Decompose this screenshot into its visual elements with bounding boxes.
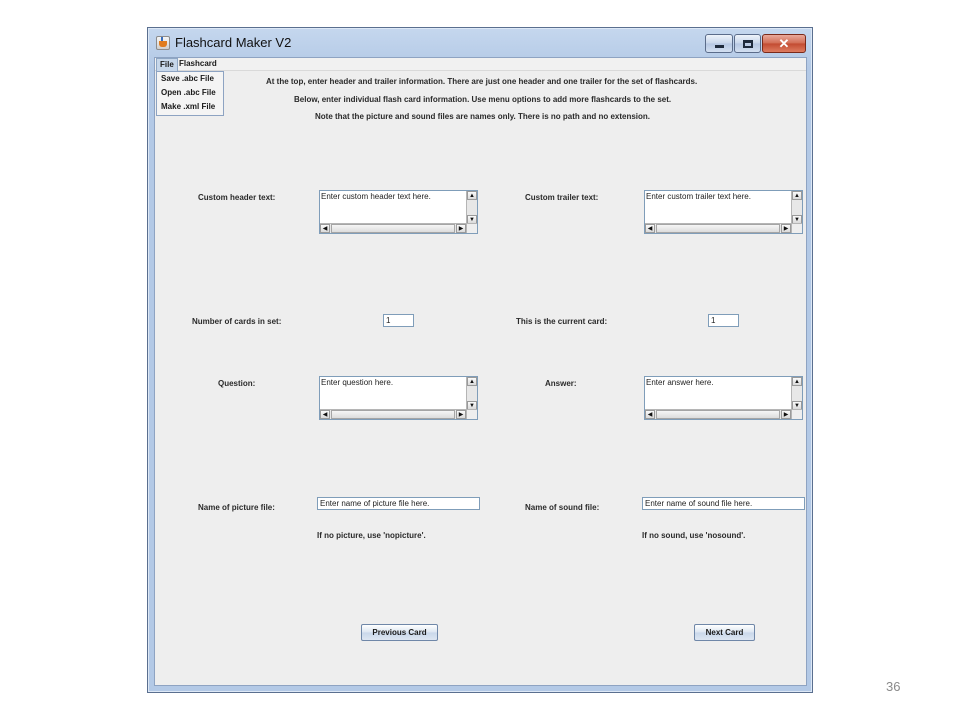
current-card-field[interactable]: 1 <box>708 314 739 327</box>
minimize-icon <box>715 45 724 48</box>
menu-bar <box>155 58 806 71</box>
question-horizontal-scrollbar[interactable] <box>320 409 466 419</box>
question-textarea[interactable] <box>319 376 478 420</box>
maximize-button[interactable] <box>734 34 761 53</box>
scroll-left-icon[interactable]: ◀ <box>320 410 330 419</box>
title-bar[interactable] <box>148 28 812 57</box>
question-text: Enter question here. <box>321 378 394 387</box>
trailer-text: Enter custom trailer text here. <box>646 192 751 201</box>
instruction-line-1: At the top, enter header and trailer information. There are just one header and one trailer for the set of flashcards. <box>266 77 698 86</box>
scroll-up-icon[interactable]: ▲ <box>792 377 802 386</box>
instruction-line-2: Below, enter individual flash card information. Use menu options to add more flashcards to the set. <box>294 95 672 104</box>
scroll-left-icon[interactable]: ◀ <box>320 224 330 233</box>
scroll-down-icon[interactable]: ▼ <box>467 215 477 224</box>
minimize-button[interactable] <box>705 34 733 53</box>
java-cup-icon <box>156 36 170 50</box>
sound-file-label: Name of sound file: <box>525 503 600 512</box>
scroll-thumb[interactable] <box>331 410 455 419</box>
question-label: Question: <box>218 379 256 388</box>
answer-label: Answer: <box>545 379 577 388</box>
maximize-icon <box>743 40 753 48</box>
scroll-up-icon[interactable]: ▲ <box>467 377 477 386</box>
picture-file-field[interactable]: Enter name of picture file here. <box>317 497 480 510</box>
scroll-up-icon[interactable]: ▲ <box>792 191 802 200</box>
menu-item-open-abc[interactable]: Open .abc File <box>161 88 216 97</box>
scroll-down-icon[interactable]: ▼ <box>792 401 802 410</box>
answer-horizontal-scrollbar[interactable] <box>645 409 791 419</box>
close-button[interactable] <box>762 34 806 53</box>
answer-textarea[interactable] <box>644 376 803 420</box>
question-vertical-scrollbar[interactable] <box>466 377 477 410</box>
scroll-right-icon[interactable]: ▶ <box>456 224 466 233</box>
scroll-left-icon[interactable]: ◀ <box>645 410 655 419</box>
scroll-right-icon[interactable]: ▶ <box>781 410 791 419</box>
picture-hint: If no picture, use 'nopicture'. <box>317 531 426 540</box>
answer-text: Enter answer here. <box>646 378 714 387</box>
scroll-down-icon[interactable]: ▼ <box>792 215 802 224</box>
next-card-button[interactable]: Next Card <box>694 624 755 641</box>
window-title: Flashcard Maker V2 <box>175 35 292 50</box>
menu-file[interactable]: File <box>156 58 178 71</box>
close-icon: ✕ <box>778 35 790 51</box>
card-count-field[interactable]: 1 <box>383 314 414 327</box>
previous-card-button[interactable]: Previous Card <box>361 624 438 641</box>
scroll-corner <box>466 409 477 419</box>
menu-item-make-xml[interactable]: Make .xml File <box>161 102 216 111</box>
trailer-textarea[interactable] <box>644 190 803 234</box>
card-count-label: Number of cards in set: <box>192 317 282 326</box>
scroll-thumb[interactable] <box>656 224 780 233</box>
current-card-label: This is the current card: <box>516 317 608 326</box>
flashcard-maker-window <box>147 27 813 693</box>
picture-file-label: Name of picture file: <box>198 503 275 512</box>
sound-file-field[interactable]: Enter name of sound file here. <box>642 497 805 510</box>
instruction-line-3: Note that the picture and sound files are names only. There is no path and no extension. <box>315 112 651 121</box>
header-textarea[interactable] <box>319 190 478 234</box>
trailer-horizontal-scrollbar[interactable] <box>645 223 791 233</box>
scroll-corner <box>791 223 802 233</box>
scroll-right-icon[interactable]: ▶ <box>456 410 466 419</box>
scroll-thumb[interactable] <box>331 224 455 233</box>
trailer-label: Custom trailer text: <box>525 193 599 202</box>
answer-vertical-scrollbar[interactable] <box>791 377 802 410</box>
trailer-vertical-scrollbar[interactable] <box>791 191 802 224</box>
scroll-up-icon[interactable]: ▲ <box>467 191 477 200</box>
scroll-right-icon[interactable]: ▶ <box>781 224 791 233</box>
file-menu-dropdown <box>156 71 224 116</box>
scroll-thumb[interactable] <box>656 410 780 419</box>
client-area <box>154 57 807 686</box>
slide-page-number: 36 <box>886 679 901 694</box>
sound-hint: If no sound, use 'nosound'. <box>642 531 746 540</box>
scroll-corner <box>791 409 802 419</box>
header-label: Custom header text: <box>198 193 276 202</box>
header-horizontal-scrollbar[interactable] <box>320 223 466 233</box>
header-vertical-scrollbar[interactable] <box>466 191 477 224</box>
scroll-down-icon[interactable]: ▼ <box>467 401 477 410</box>
menu-item-save-abc[interactable]: Save .abc File <box>161 74 214 83</box>
menu-flashcard[interactable]: Flashcard <box>179 59 217 68</box>
scroll-left-icon[interactable]: ◀ <box>645 224 655 233</box>
header-text: Enter custom header text here. <box>321 192 431 201</box>
scroll-corner <box>466 223 477 233</box>
